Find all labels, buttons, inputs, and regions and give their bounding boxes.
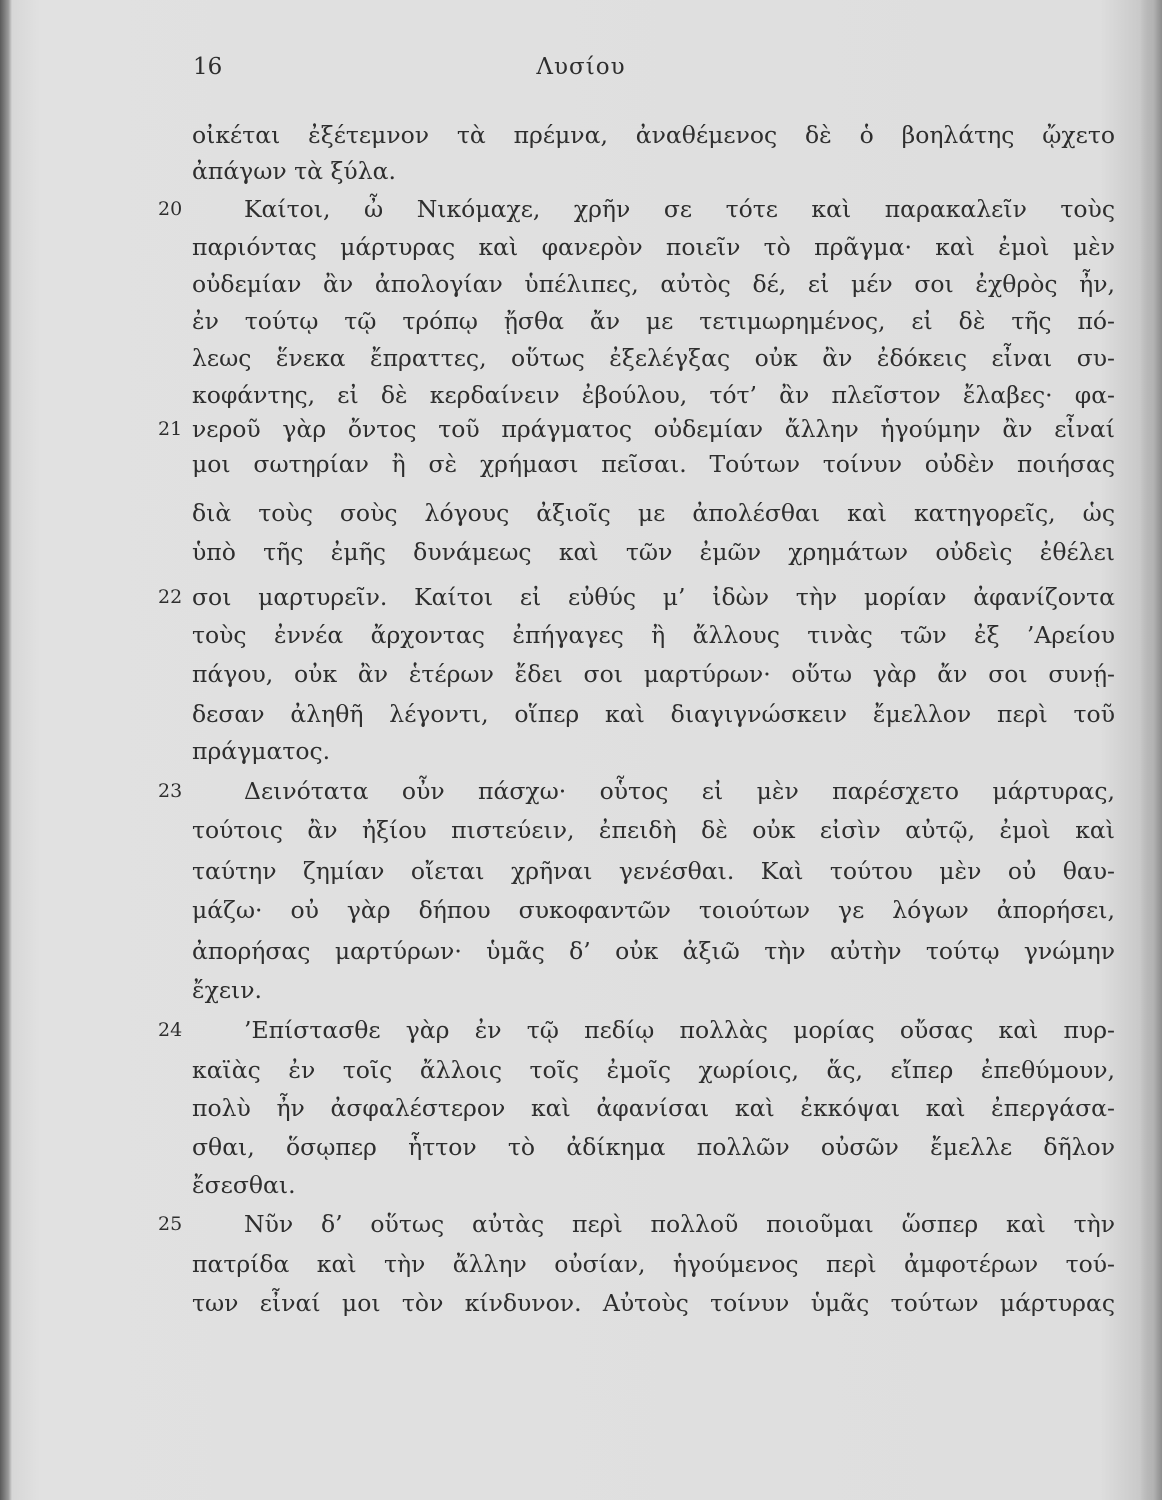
section-number: 22 [158,586,183,608]
text-line: ἀπορήσας μαρτύρων· ὑμᾶς δ’ οὐκ ἀξιῶ τὴν αὐτὴν τούτῳ γνώμην [192,937,1115,965]
text-line: πράγματος. [192,737,331,765]
text-line: τοὺς ἐννέα ἄρχοντας ἐπήγαγες ἢ ἄλλους τινὰς τῶν ἐξ ’Αρείου [192,621,1115,649]
text-line: οἰκέται ἐξέτεμνον τὰ πρέμνα, ἀναθέμενος δὲ ὁ βοηλάτης ᾤχετο [192,121,1115,149]
text-line: ταύτην ζημίαν οἴεται χρῆναι γενέσθαι. Καὶ τούτου μὲν οὐ θαυ- [192,857,1115,885]
text-line: σοι μαρτυρεῖν. Καίτοι εἰ εὐθύς μ’ ἰδὼν τὴν μορίαν ἀφανίζοντα [192,583,1115,611]
page-edge-shadow [1140,0,1162,1500]
text-line: διὰ τοὺς σοὺς λόγους ἀξιοῖς με ἀπολέσθαι καὶ κατηγορεῖς, ὡς [192,499,1115,527]
text-line: Νῦν δ’ οὕτως αὐτὰς περὶ πολλοῦ ποιοῦμαι ὥσπερ καὶ τὴν [244,1210,1115,1238]
text-line: ἔχειν. [192,976,262,1004]
text-line: μάζω· οὐ γὰρ δήπου συκοφαντῶν τοιούτων γε λόγων ἀπορήσει, [192,896,1115,924]
section-number: 25 [158,1213,183,1235]
text-line: λεως ἕνεκα ἔπραττες, οὕτως ἐξελέγξας οὐκ ἂν ἐδόκεις εἶναι συ- [192,344,1115,372]
text-line: Καίτοι, ὦ Νικόμαχε, χρῆν σε τότε καὶ παρακαλεῖν τοὺς [244,195,1115,223]
text-line: ’Επίστασθε γὰρ ἐν τῷ πεδίῳ πολλὰς μορίας οὔσας καὶ πυρ- [244,1016,1115,1044]
running-head: Λυσίου [536,54,626,80]
text-line: ἀπάγων τὰ ξύλα. [192,157,396,185]
text-line: πάγου, οὐκ ἂν ἑτέρων ἔδει σοι μαρτύρων· οὕτω γὰρ ἄν σοι συνῄ- [192,660,1115,688]
section-number: 24 [158,1019,183,1041]
text-line: καϊὰς ἐν τοῖς ἄλλοις τοῖς ἐμοῖς χωρίοις, ἅς, εἴπερ ἐπεθύμουν, [192,1056,1115,1084]
section-number: 23 [158,780,183,802]
text-line: των εἶναί μοι τὸν κίνδυνον. Αὐτοὺς τοίνυν ὑμᾶς τούτων μάρτυρας [192,1289,1115,1317]
text-line: μοι σωτηρίαν ἢ σὲ χρήμασι πεῖσαι. Τούτων τοίνυν οὐδὲν ποιήσας [192,450,1115,478]
text-line: ὑπὸ τῆς ἐμῆς δυνάμεως καὶ τῶν ἐμῶν χρημάτων οὐδεὶς ἐθέλει [192,538,1115,566]
text-line: ἐν τούτῳ τῷ τρόπῳ ᾔσθα ἄν με τετιμωρημένος, εἰ δὲ τῆς πό- [192,307,1115,335]
book-spine-shadow [0,0,12,1500]
section-number: 21 [158,418,183,440]
text-line: τούτοις ἂν ἠξίου πιστεύειν, ἐπειδὴ δὲ οὐκ εἰσὶν αὐτῷ, ἐμοὶ καὶ [192,816,1115,844]
text-line: πολὺ ἦν ἀσφαλέστερον καὶ ἀφανίσαι καὶ ἐκκόψαι καὶ ἐπεργάσα- [192,1094,1115,1122]
text-line: κοφάντης, εἰ δὲ κερδαίνειν ἐβούλου, τότ’ ἂν πλεῖστον ἔλαβες· φα- [192,381,1115,409]
text-line: παριόντας μάρτυρας καὶ φανερὸν ποιεῖν τὸ πρᾶγμα· καὶ ἐμοὶ μὲν [192,233,1115,261]
text-line: ἔσεσθαι. [192,1171,296,1199]
page-number: 16 [193,54,223,80]
text-line: οὐδεμίαν ἂν ἀπολογίαν ὑπέλιπες, αὐτὸς δέ, εἰ μέν σοι ἐχθρὸς ἦν, [192,270,1115,298]
text-line: δεσαν ἀληθῆ λέγοντι, οἵπερ καὶ διαγιγνώσκειν ἔμελλον περὶ τοῦ [192,700,1115,728]
text-line: Δεινότατα οὖν πάσχω· οὗτος εἰ μὲν παρέσχετο μάρτυρας, [244,777,1115,805]
text-line: πατρίδα καὶ τὴν ἄλλην οὐσίαν, ἡγούμενος περὶ ἀμφοτέρων τού- [192,1250,1115,1278]
section-number: 20 [158,198,183,220]
text-line: νεροῦ γὰρ ὄντος τοῦ πράγματος οὐδεμίαν ἄλλην ἡγούμην ἂν εἶναί [192,415,1115,443]
text-line: σθαι, ὅσῳπερ ἧττον τὸ ἀδίκημα πολλῶν οὐσῶν ἔμελλε δῆλον [192,1133,1115,1161]
